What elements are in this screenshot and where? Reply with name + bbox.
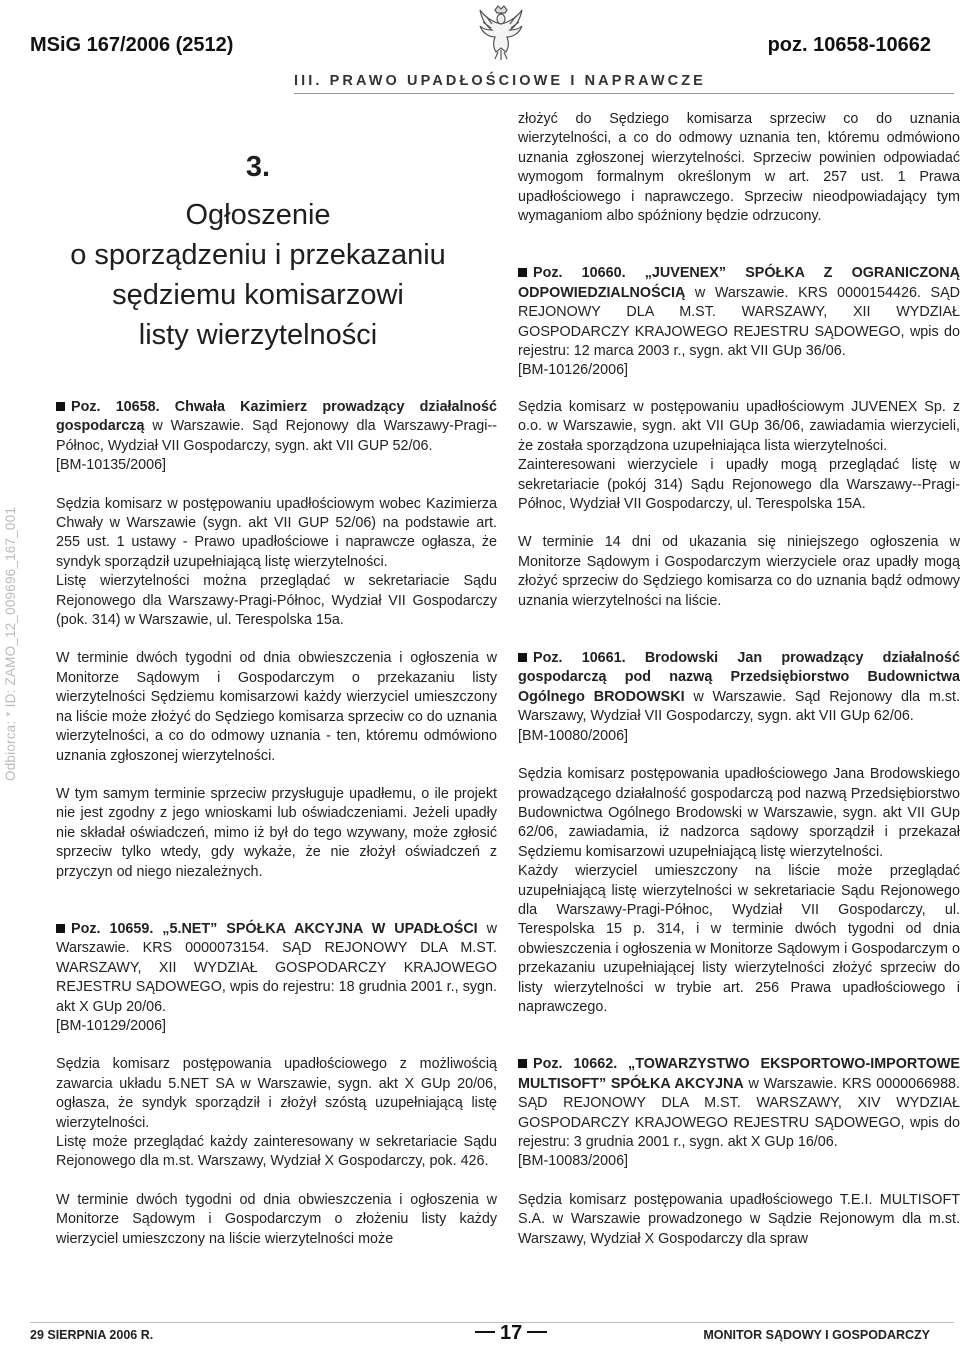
notice-10658-ref: [BM-10135/2006] (56, 457, 167, 474)
notice-10659-header: Poz. 10659. „5.NET” SPÓŁKA AKCYJNA W UPADŁOŚCI w Warszawie. KRS 0000073154. SĄD REJONOWY DLA M.ST. WARSZAWY, XII WYDZIAŁ GOSPODARCZY KRAJOWEGO REJESTRU SĄDOWEGO, wpis do rejestru: 18 grudnia 2001 r., sygn. akt X GUp 20/06. (56, 920, 498, 1015)
notice-10661-header: Poz. 10661. Brodowski Jan prowadzący działalność gospodarczą pod nazwą Przedsiębiorstwo Budownictwa Ogólnego BRODOWSKI w Warszawie. Sąd Rejonowy dla m.st. Warszawy, Wydział VII Gospodarczy, sygn. akt VII GUp 62/06. (518, 650, 960, 725)
announcement-title (38, 150, 478, 355)
bullet-square-icon (518, 653, 527, 662)
recipient-watermark (2, 506, 18, 783)
notice-10659-ref: [BM-10129/2006] (56, 1017, 167, 1034)
notice-10658-body-2: Listę wierzytelności można przeglądać w sekretariacie Sądu Rejonowego dla Warszawy-Pragi-Północ, Wydział VII Gospodarczy (pok. 314) w Warszawie, ul. Terespolska 15a. (56, 573, 497, 629)
right-column-top (518, 110, 960, 381)
notice-10660-body-2: Zainteresowani wierzyciele i upadły mogą przeglądać listę w sekretariacie (pokój 314) Sądu Rejonowego dla Warszawy--Pragi-Północ, Wydział VII Gospodarczy, ul. Terespolska 15A. (518, 457, 960, 513)
notice-10662-body-1: Sędzia komisarz postępowania upadłościowego T.E.I. MULTISOFT S.A. w Warszawie prowadzonego w Sądzie Rejonowym dla m.st. Warszawy, Wydział X Gospodarczy dla spraw (518, 1191, 960, 1247)
notice-10658-header: Poz. 10658. Chwała Kazimierz prowadzący działalność gospodarczą w Warszawie. Sąd Rejonowy dla Warszawy-Pragi--Północ, Wydział VII Gospodarczy, sygn. akt VII GUP 52/06. (56, 399, 497, 454)
notice-10659-body-2: Listę może przeglądać każdy zainteresowany w sekretariacie Sądu Rejonowego dla m.st. Warszawy, Wydział X Gospodarczy, pok. 426. (56, 1134, 497, 1170)
notice-10661-body-1: Sędzia komisarz postępowania upadłościowego Jana Brodowskiego prowadzącego działalność gospodarczą pod nazwą Przedsiębiorstwo Budownictwa Ogólnego Brodowski w Warszawie, sygn. akt VII GUp 62/06, zawiadamia, iż nadzorca sądowy sporządził i przekazał Sędziemu komisarzowi uzupełniającą listę wierzytelności. (518, 766, 960, 860)
notice-10659-continuation: złożyć do Sędziego komisarza sprzeciw co do uznania wierzytelności, a co do odmowy uznania ten, któremu odmówiono uznania zgłoszonej wierzytelności. Sprzeciw powinien odpowiadać wymogom formalnym określonym w art. 257 ust. 1 Prawa upadłościowego i naprawczego. Sprzeciw nieodpowiadający tym wymaganiom albo spóźniony będzie odrzucony. (518, 111, 960, 225)
notice-10658-body-1: Sędzia komisarz w postępowaniu upadłościowym wobec Kazimierza Chwały w Warszawie (sygn. akt VII GUP 52/06) na podstawie art. 255 ust. 1 ustawy - Prawo upadłościowe i naprawcze ogłasza, że syndyk sporządził uzupełniającą listę wierzytelności. (56, 495, 497, 570)
notice-10660-body-3: W terminie 14 dni od ukazania się niniejszego ogłoszenia w Monitorze Sądowym i Gospodarczym wierzyciele oraz upadły mogą złożyć sprzeciw do Sędziego komisarza co do uznania bądź odmowy uznania wierzytelności na liście. (518, 534, 960, 609)
notice-10659-body-3: W terminie dwóch tygodni od dnia obwieszczenia i ogłoszenia w Monitorze Sądowym i Gospodarczym o złożeniu listy każdy wierzyciel umieszczony na liście wierzytelności może (56, 1191, 497, 1247)
polish-eagle-emblem-icon (478, 4, 524, 62)
title-line-2: o sporządzeniu i przekazaniu (70, 239, 446, 271)
notice-10658-body-4: W tym samym terminie sprzeciw przysługuje upadłemu, o ile projekt nie jest zgodny z jego wnioskami lub oświadczeniami. Jeżeli upadły nie składał oświadczeń, mimo iż był do tego wzywany, może zgłosić sprzeciw tylko wtedy, gdy wykaże, że nie złożył oświadczeń z przyczyn od niego niezależnych. (56, 785, 497, 880)
notice-10662-header: Poz. 10662. „TOWARZYSTWO EKSPORTOWO-IMPORTOWE MULTISOFT” SPÓŁKA AKCYJNA w Warszawie. KRS 0000066988. SĄD REJONOWY DLA M.ST. WARSZAWY, XIV WYDZIAŁ GOSPODARCZY KRAJOWEGO REJESTRU SĄDOWEGO, wpis do rejestru: 3 grudnia 2001 r., sygn. akt X GUp 16/06. (518, 1056, 960, 1150)
notice-10662-ref: [BM-10083/2006] (518, 1153, 629, 1170)
notice-10661-ref: [BM-10080/2006] (518, 727, 629, 744)
notice-10660-ref: [BM-10126/2006] (518, 362, 629, 379)
recipient-watermark-text: Odbiorca: * ID: ZAMO_12_009696_167_001 (3, 506, 18, 781)
bullet-square-icon (518, 1059, 527, 1068)
title-line-4: listy wierzytelności (138, 319, 378, 351)
section-title: III. PRAWO UPADŁOŚCIOWE I NAPRAWCZE (294, 73, 706, 89)
notice-10660-header: Poz. 10660. „JUVENEX” SPÓŁKA Z OGRANICZONĄ ODPOWIEDZIALNOŚCIĄ w Warszawie. KRS 0000154426. SĄD REJONOWY DLA M.ST. WARSZAWY, XII WYDZIAŁ GOSPODARCZY KRAJOWEGO REJESTRU SĄDOWEGO, wpis do rejestru: 12 marca 2003 r., sygn. akt VII GUp 36/06. (518, 265, 960, 360)
page-number (470, 1322, 552, 1345)
left-column (56, 398, 497, 1249)
issue-number: MSiG 167/2006 (2512) (30, 34, 234, 56)
positions-range: poz. 10658-10662 (767, 34, 931, 56)
title-line-1: Ogłoszenie (185, 199, 331, 231)
header-divider (294, 93, 954, 94)
bullet-square-icon (56, 402, 65, 411)
bullet-square-icon (56, 924, 65, 933)
notice-10658-body-3: W terminie dwóch tygodni od dnia obwieszczenia i ogłoszenia w Monitorze Sądowym i Gospodarczym o przekazaniu listy wierzytelności Sędziemu komisarzowi każdy wierzyciel umieszczony na liście może złożyć do Sędziego komisarza sprzeciw co do uznania wierzytelności, a co do odmowy uznania - ten, któremu odmówiono uznania zgłoszonej wierzytelności. (56, 650, 497, 764)
right-column-bottom (518, 398, 960, 1249)
bullet-square-icon (518, 268, 527, 277)
footer-publication: MONITOR SĄDOWY I GOSPODARCZY (703, 1328, 930, 1342)
title-line-3: sędziemu komisarzowi (112, 279, 404, 311)
notice-10659-body-1: Sędzia komisarz postępowania upadłościowego z możliwością zawarcia układu 5.NET SA w Warszawie, sygn. akt X GUp 20/06, ogłasza, że syndyk sporządził i złożył szóstą uzupełniającą listę wierzytelności. (56, 1056, 497, 1131)
footer-date: 29 SIERPNIA 2006 R. (30, 1328, 154, 1342)
title-number: 3. (245, 151, 271, 183)
notice-10660-body-1: Sędzia komisarz w postępowaniu upadłościowym JUVENEX Sp. z o.o. w Warszawie, sygn. akt VII GUp 36/06, zawiadamia wierzycieli, że została sporządzona uzupełniająca lista wierzytelności. (518, 399, 960, 454)
notice-10661-body-2: Każdy wierzyciel umieszczony na liście może przeglądać uzupełniającą listę wierzytelności w sekretariacie Sądu Rejonowego dla Warszawy-Pragi-Północ, Wydział VII Gospodarczy, ul. Terespolska 15 p. 314, i w terminie dwóch tygodni od dnia obwieszczenia i ogłoszenia w Monitorze Sądowym i Gospodarczym o przekazaniu uzupełniającej listy wierzytelności złożyć sprzeciw do listy wierzytelności w trybie art. 256 Prawa upadłościowego i naprawczego. (518, 863, 960, 1015)
page-number-value: 17 (500, 1322, 523, 1344)
